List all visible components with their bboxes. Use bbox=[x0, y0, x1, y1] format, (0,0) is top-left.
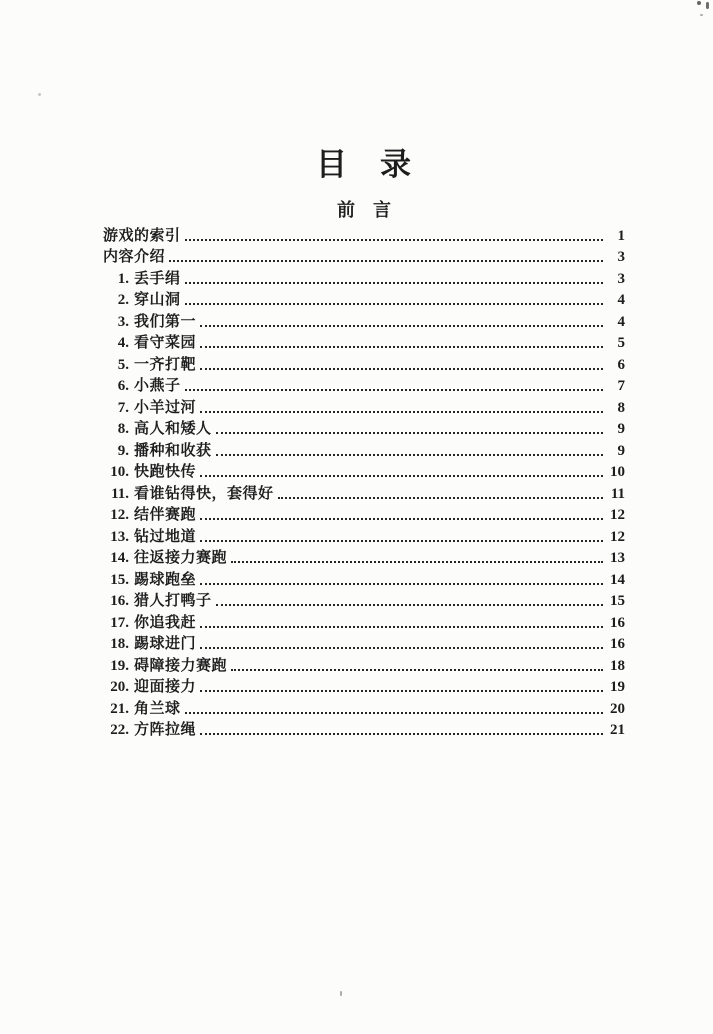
toc-entry-page: 5 bbox=[617, 335, 625, 351]
dot-leader bbox=[200, 583, 603, 585]
dot-leader bbox=[200, 540, 603, 542]
dot-leader bbox=[216, 604, 603, 606]
dot-leader bbox=[200, 368, 603, 370]
dot-leader bbox=[200, 518, 603, 520]
toc-entry-title: 游戏的索引 bbox=[103, 227, 181, 244]
toc-entry-title: 快跑快传 bbox=[134, 464, 197, 480]
toc-entry-number: 17. bbox=[110, 614, 129, 631]
toc-entry-title: 角兰球 bbox=[134, 700, 181, 717]
toc-entry-number: 8. bbox=[117, 421, 129, 437]
toc-entry-title: 我们第一 bbox=[134, 313, 197, 330]
toc-entry-number: 2. bbox=[117, 292, 129, 308]
toc-entry-title: 往返接力赛跑 bbox=[134, 550, 228, 566]
toc-entry-title: 你追我赶 bbox=[134, 614, 197, 631]
toc-entry-page: 15 bbox=[610, 593, 625, 609]
toc-entry-number: 7. bbox=[117, 399, 129, 416]
dot-leader bbox=[185, 712, 603, 714]
toc-entry-title: 迎面接力 bbox=[134, 679, 197, 695]
dot-leader bbox=[169, 260, 603, 262]
dot-leader bbox=[231, 561, 603, 563]
toc-row bbox=[103, 632, 625, 654]
toc-entry-number: 19. bbox=[110, 657, 129, 674]
toc-entry-page: 14 bbox=[610, 571, 625, 588]
toc-entry-number: 3. bbox=[117, 313, 129, 330]
toc-row bbox=[103, 589, 625, 611]
toc-entry-page: 9 bbox=[617, 442, 625, 459]
toc-row bbox=[103, 460, 625, 482]
toc-row bbox=[103, 309, 625, 331]
toc-row bbox=[103, 653, 625, 675]
toc-entry-page: 1 bbox=[617, 227, 625, 244]
toc-row bbox=[103, 266, 625, 288]
toc-row bbox=[103, 610, 625, 632]
dot-leader bbox=[200, 690, 603, 692]
toc-entry-page: 12 bbox=[610, 507, 625, 523]
toc-entry-number: 5. bbox=[117, 356, 129, 373]
toc-entry-number: 10. bbox=[110, 464, 129, 480]
toc-entry-title: 方阵拉绳 bbox=[134, 722, 197, 738]
toc-entry-page: 8 bbox=[617, 399, 625, 416]
table-of-contents bbox=[103, 223, 625, 739]
toc-entry-number: 4. bbox=[117, 335, 129, 351]
dot-leader bbox=[185, 239, 603, 241]
toc-entry-page: 3 bbox=[617, 270, 625, 287]
toc-entry-page: 21 bbox=[610, 722, 625, 738]
dot-leader bbox=[200, 647, 603, 649]
dot-leader bbox=[216, 432, 603, 434]
toc-entry-number: 21. bbox=[110, 700, 129, 717]
toc-entry-number: 11. bbox=[111, 485, 129, 502]
dot-leader bbox=[185, 282, 603, 284]
toc-entry-title: 看守菜园 bbox=[134, 335, 197, 351]
toc-row bbox=[103, 503, 625, 525]
dot-leader bbox=[200, 411, 603, 413]
toc-entry-page: 18 bbox=[610, 657, 625, 674]
dot-leader bbox=[200, 733, 603, 735]
toc-row bbox=[103, 288, 625, 310]
toc-entry-number: 15. bbox=[110, 571, 129, 588]
toc-entry-page: 4 bbox=[617, 292, 625, 308]
toc-entry-title: 高人和矮人 bbox=[134, 421, 212, 437]
toc-row bbox=[103, 352, 625, 374]
toc-row bbox=[103, 438, 625, 460]
dot-leader bbox=[216, 454, 603, 456]
toc-entry-title: 丢手绢 bbox=[134, 270, 181, 287]
toc-row bbox=[103, 718, 625, 740]
toc-row bbox=[103, 567, 625, 589]
toc-entry-page: 6 bbox=[617, 356, 625, 373]
scan-artifact-speck bbox=[706, 2, 709, 9]
toc-entry-page: 20 bbox=[610, 700, 625, 717]
toc-entry-title: 小羊过河 bbox=[134, 399, 197, 416]
toc-entry-title: 一齐打靶 bbox=[134, 356, 197, 373]
dot-leader bbox=[200, 325, 603, 327]
toc-row bbox=[103, 245, 625, 267]
toc-entry-page: 7 bbox=[617, 378, 625, 394]
dot-leader bbox=[185, 303, 603, 305]
dot-leader bbox=[185, 389, 603, 391]
toc-entry-title: 小燕子 bbox=[134, 378, 181, 394]
toc-row bbox=[103, 524, 625, 546]
toc-entry-title: 看谁钻得快，套得好 bbox=[134, 485, 274, 502]
toc-entry-page: 11 bbox=[610, 485, 625, 502]
dot-leader bbox=[200, 626, 603, 628]
toc-entry-title: 钻过地道 bbox=[134, 528, 197, 545]
toc-entry-title: 猎人打鸭子 bbox=[134, 593, 212, 609]
toc-row bbox=[103, 675, 625, 697]
toc-entry-page: 10 bbox=[610, 464, 625, 480]
toc-entry-number: 13. bbox=[110, 528, 129, 545]
toc-entry-number: 1. bbox=[117, 270, 129, 287]
toc-entry-number: 14. bbox=[110, 550, 129, 566]
scan-artifact-speck bbox=[340, 991, 342, 996]
toc-row bbox=[103, 331, 625, 353]
toc-entry-page: 16 bbox=[610, 614, 625, 631]
dot-leader bbox=[231, 669, 603, 671]
toc-entry-title: 踢球跑垒 bbox=[134, 571, 197, 588]
toc-row bbox=[103, 696, 625, 718]
toc-row bbox=[103, 417, 625, 439]
dot-leader bbox=[200, 475, 603, 477]
toc-entry-title: 穿山洞 bbox=[134, 292, 181, 308]
toc-entry-number: 12. bbox=[110, 507, 129, 523]
toc-entry-number: 18. bbox=[110, 636, 129, 652]
page-title: 目 录 bbox=[316, 147, 412, 182]
toc-row bbox=[103, 223, 625, 245]
toc-entry-title: 播种和收获 bbox=[134, 442, 212, 459]
toc-row bbox=[103, 374, 625, 396]
scan-artifact-speck bbox=[700, 14, 703, 16]
toc-row bbox=[103, 481, 625, 503]
toc-entry-page: 3 bbox=[617, 249, 625, 265]
toc-entry-number: 9. bbox=[117, 442, 129, 459]
toc-entry-page: 13 bbox=[610, 550, 625, 566]
toc-entry-title: 碍障接力赛跑 bbox=[134, 657, 228, 674]
toc-entry-page: 19 bbox=[610, 679, 625, 695]
dot-leader bbox=[278, 497, 603, 499]
toc-entry-page: 16 bbox=[610, 636, 625, 652]
dot-leader bbox=[200, 346, 603, 348]
toc-entry-number: 16. bbox=[110, 593, 129, 609]
scan-artifact-speck bbox=[38, 93, 41, 96]
toc-entry-page: 12 bbox=[610, 528, 625, 545]
scan-artifact-speck bbox=[697, 1, 701, 5]
toc-entry-number: 22. bbox=[110, 722, 129, 738]
toc-entry-title: 结伴赛跑 bbox=[134, 507, 197, 523]
toc-row bbox=[103, 395, 625, 417]
toc-entry-number: 6. bbox=[117, 378, 129, 394]
toc-entry-title: 踢球进门 bbox=[134, 636, 197, 652]
toc-entry-page: 4 bbox=[617, 313, 625, 330]
toc-entry-title: 内容介绍 bbox=[103, 249, 166, 265]
toc-entry-page: 9 bbox=[617, 421, 625, 437]
preface-heading: 前 言 bbox=[337, 200, 391, 220]
toc-row bbox=[103, 546, 625, 568]
toc-entry-number: 20. bbox=[110, 679, 129, 695]
